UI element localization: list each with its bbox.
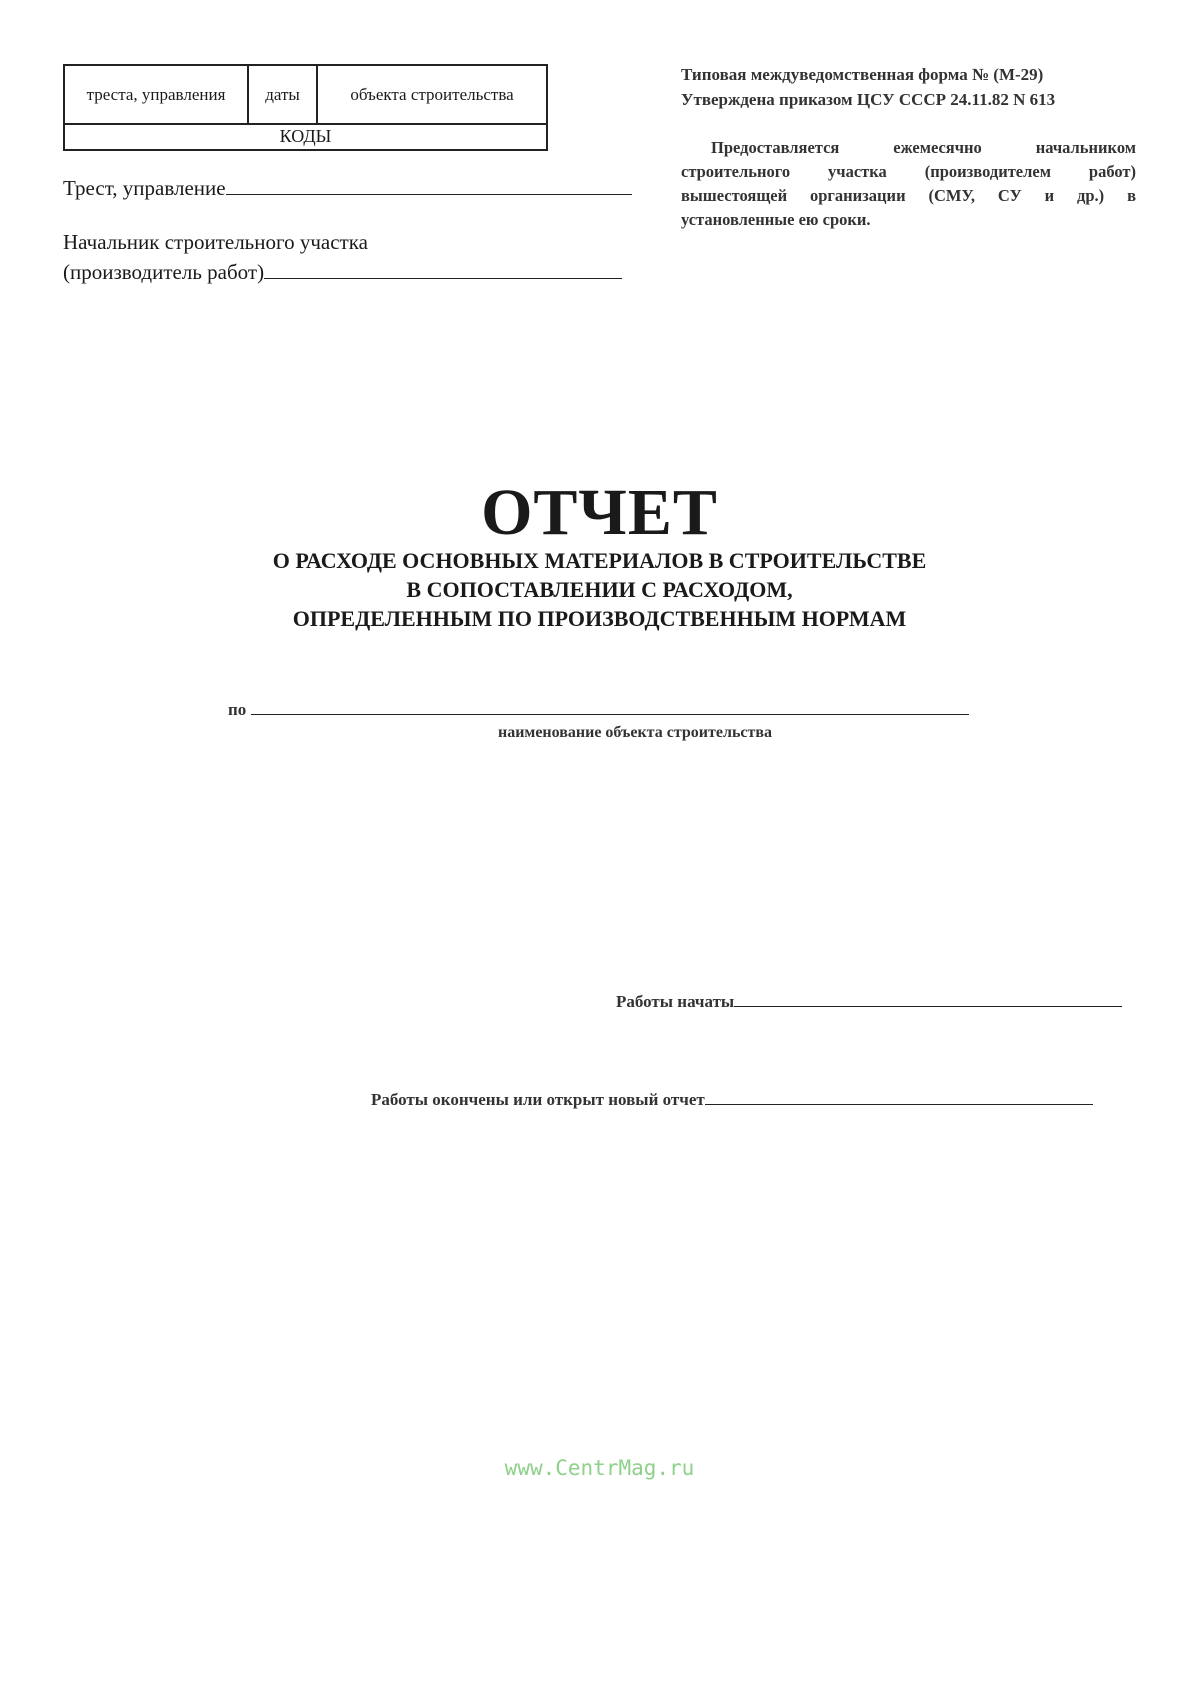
- form-approval: Утверждена приказом ЦСУ СССР 24.11.82 N 613: [681, 90, 1056, 109]
- chief-label-line2: (производитель работ): [63, 260, 265, 284]
- trust-label: Трест, управление: [63, 176, 226, 200]
- report-title: ОТЧЕТ: [481, 476, 718, 549]
- work-started-input-line[interactable]: [734, 992, 1122, 1007]
- form-info: [681, 62, 1055, 112]
- work-finished-input-line[interactable]: [705, 1090, 1093, 1105]
- object-prefix: по: [228, 700, 247, 719]
- trust-field: [63, 176, 632, 201]
- chief-field: [63, 260, 622, 285]
- chief-label-line1: Начальник строительного участка: [63, 230, 368, 254]
- chief-input-line[interactable]: [264, 260, 622, 279]
- subtitle-line-3: ОПРЕДЕЛЕННЫМ ПО ПРОИЗВОДСТВЕННЫМ НОРМАМ: [292, 606, 907, 631]
- work-started-field: [616, 992, 1122, 1012]
- watermark-text: www.CentrMag.ru: [504, 1456, 695, 1480]
- codes-table: [63, 64, 548, 151]
- work-finished-label: Работы окончены или открыт новый отчет: [371, 1090, 705, 1109]
- codes-footer: КОДЫ: [279, 125, 332, 146]
- report-subtitle: [0, 546, 1199, 633]
- provided-note: Предоставляется ежемесячно начальником строительного участка (производителем работ) вышестоящей организации (СМУ, СУ и др.) в установленные ею сроки.: [681, 138, 1136, 229]
- codes-col-trust: треста, управления: [65, 66, 249, 123]
- subtitle-line-2: В СОПОСТАВЛЕНИИ С РАСХОДОМ,: [406, 577, 793, 602]
- work-started-label: Работы начаты: [616, 992, 735, 1011]
- object-input-line[interactable]: [251, 700, 969, 715]
- codes-col-object: объекта строительства: [350, 84, 514, 104]
- form-number: Типовая междуведомственная форма № (М-29): [681, 65, 1044, 84]
- codes-col-date: даты: [249, 66, 318, 123]
- object-caption: наименование объекта строительства: [497, 724, 772, 741]
- subtitle-line-1: О РАСХОДЕ ОСНОВНЫХ МАТЕРИАЛОВ В СТРОИТЕЛЬСТВЕ: [272, 548, 927, 573]
- object-field: [228, 700, 969, 720]
- trust-input-line[interactable]: [226, 176, 632, 195]
- codes-table-header-row: [65, 66, 546, 125]
- work-finished-field: [371, 1090, 1093, 1110]
